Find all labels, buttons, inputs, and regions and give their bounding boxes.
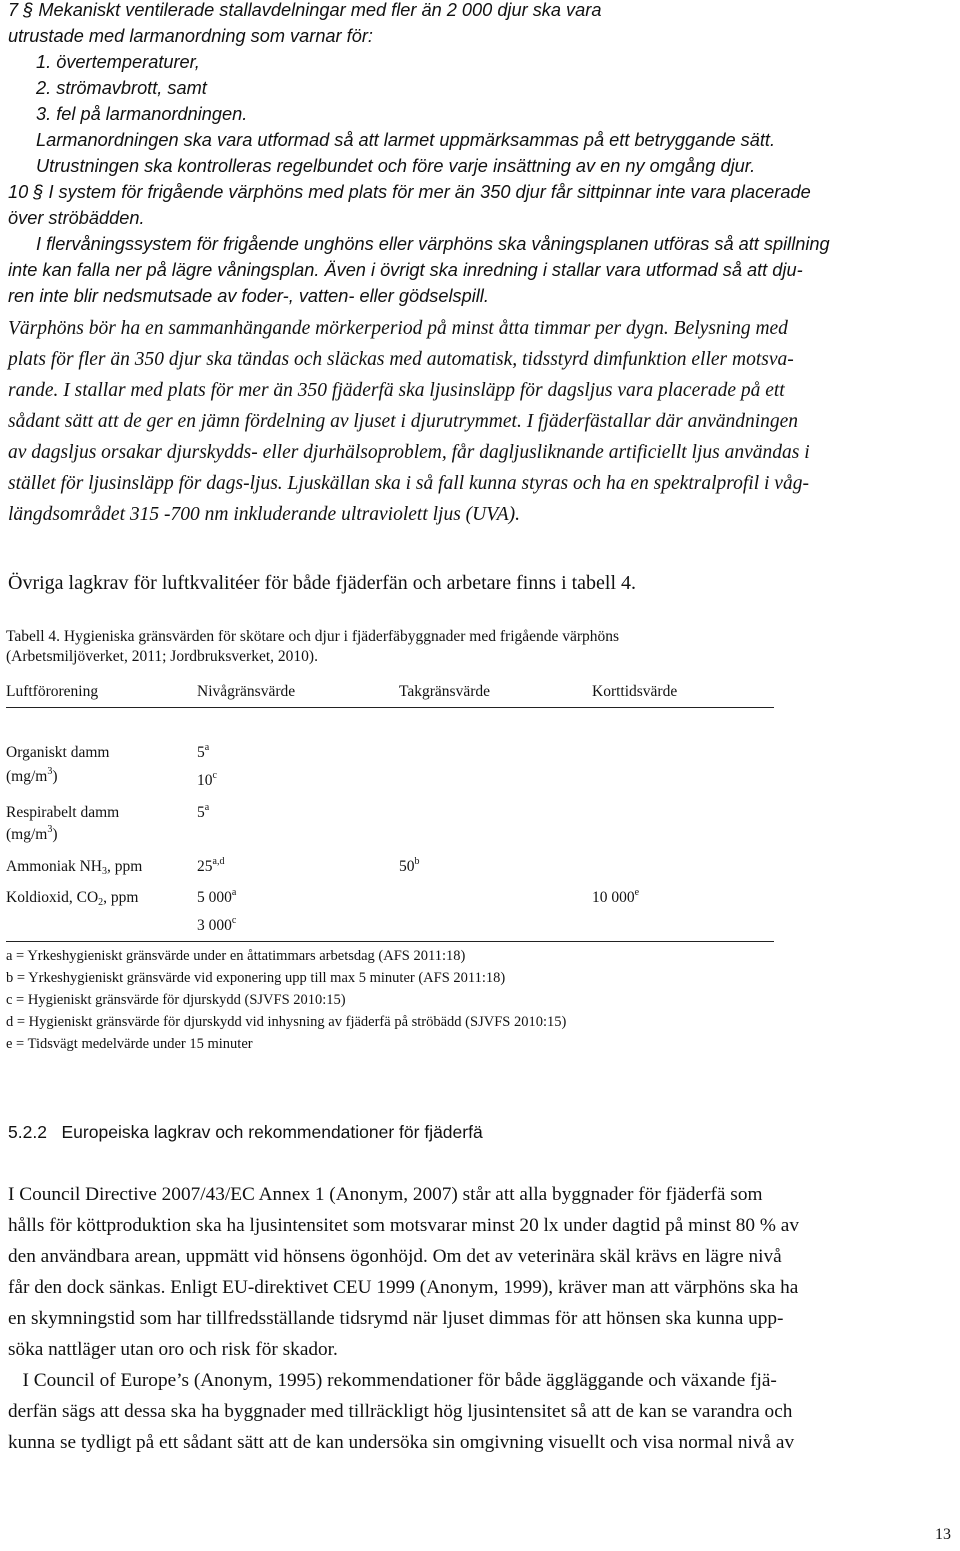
table-caption-line: (Arbetsmiljöverket, 2011; Jordbruksverket, 2010). bbox=[6, 648, 318, 665]
header-takgransvarde: Takgränsvärde bbox=[399, 683, 491, 700]
table-caption-line: Tabell 4. Hygieniska gränsvärden för skötare och djur i fjäderfäbyggnader med frigående värphöns bbox=[6, 628, 620, 645]
table-caption bbox=[6, 628, 619, 666]
paragraph-line: stället för ljusinsläpp för dags-ljus. Ljuskällan ska i så fall kunna styras och ha en spektralprofil i våg- bbox=[8, 473, 809, 494]
body-line: den användbara arean, uppmätt vid hönsens ögonhöjd. Om det av veterinära skäl krävs en lägre nivå bbox=[8, 1246, 782, 1267]
regulation-line: I flervåningssystem för frigående unghöns eller värphöns ska våningsplanen utföras så att spillning bbox=[36, 234, 830, 254]
cell-niva: 5 000$^a$ bbox=[197, 887, 237, 906]
paragraph-line: rande. I stallar med plats för mer än 350 fjäderfä ska ljusinsläpp för dagsljus vara placerade på ett bbox=[8, 380, 785, 401]
table-header-rule bbox=[6, 707, 774, 708]
table-row bbox=[6, 744, 776, 804]
row-label-unit: $(mg/m^3)$ bbox=[6, 766, 58, 785]
regulation-line: 10 § I system för frigående värphöns med plats för mer än 350 djur får sittpinnar inte vara placerade bbox=[8, 182, 811, 202]
table-row bbox=[6, 858, 776, 882]
regulation-line: 7 § Mekaniskt ventilerade stallavdelningar med fler än 2 000 djur ska vara bbox=[8, 0, 602, 20]
regulation-line: utrustade med larmanordning som varnar för: bbox=[8, 26, 373, 46]
regulation-line: över ströbädden. bbox=[8, 208, 145, 228]
body-line: får den dock sänkas. Enligt EU-direktivet CEU 1999 (Anonym, 1999), kräver man att värphöns ska ha bbox=[8, 1277, 799, 1298]
body-line: söka nattläger utan oro och risk för skador. bbox=[8, 1339, 338, 1360]
header-korttidsvarde: Korttidsvärde bbox=[592, 683, 678, 700]
table-bottom-rule bbox=[6, 941, 774, 942]
body-line: I Council of Europe’s (Anonym, 1995) rekommendationer för både äggläggande och växande fjä- bbox=[8, 1370, 777, 1391]
regulation-line: inte kan falla ner på lägre våningsplan. Även i övrigt ska inredning i stallar vara utformad så att dju- bbox=[8, 260, 803, 280]
row-label: Respirabelt damm bbox=[6, 804, 120, 821]
recommendation-paragraph bbox=[8, 318, 810, 535]
cell-niva: 3 000$^c$ bbox=[197, 915, 237, 934]
row-label: Koldioxid, $CO_2$, ppm bbox=[6, 889, 139, 908]
table-row bbox=[6, 804, 776, 854]
body-line: en skymningstid som har tillfredsställande tidsrymd när ljuset dimmas för att hönsen ska kunna upp- bbox=[8, 1308, 784, 1329]
regulation-text-block bbox=[8, 0, 958, 309]
table-intro-sentence: Övriga lagkrav för luftkvalitéer för både fjäderfän och arbetare finns i tabell 4. bbox=[8, 572, 637, 594]
regulation-line: Utrustningen ska kontrolleras regelbundet och före varje insättning av en ny omgång djur. bbox=[36, 156, 756, 176]
table-header-row bbox=[6, 683, 776, 707]
paragraph-line: sådant sätt att de ger en jämn fördelning av ljuset i djurutrymmet. I fjäderfästallar där användningen bbox=[8, 411, 799, 432]
table-footnotes bbox=[6, 945, 566, 1055]
cell-niva: 10$^c$ bbox=[197, 770, 217, 789]
regulation-line: 3. fel på larmanordningen. bbox=[36, 104, 248, 124]
header-nivagransvarde: Nivågränsvärde bbox=[197, 683, 296, 700]
row-label: Organiskt damm bbox=[6, 744, 110, 761]
row-label: Ammoniak $NH_3$, ppm bbox=[6, 858, 143, 877]
footnote: d = Hygieniskt gränsvärde för djurskydd vid inhysning av fjäderfä på ströbädd (SJVFS 2010:15) bbox=[6, 1014, 567, 1030]
footnote: b = Yrkeshygieniskt gränsvärde vid exponering upp till max 5 minuter (AFS 2011:18) bbox=[6, 970, 506, 986]
body-paragraphs bbox=[8, 1179, 799, 1458]
cell-niva: 25$^{a,d}$ bbox=[197, 856, 225, 875]
paragraph-line: längdsområdet 315 -700 nm inkluderande ultraviolett ljus (UVA). bbox=[8, 504, 520, 525]
footnote: a = Yrkeshygieniskt gränsvärde under en åttatimmars arbetsdag (AFS 2011:18) bbox=[6, 948, 466, 964]
paragraph-line: av dagsljus orsakar djurskydds- eller djurhälsoproblem, får dagljusliknande artificiellt ljus användas i bbox=[8, 442, 810, 463]
cell-kort: 10 000e bbox=[592, 887, 640, 906]
cell-niva: 5$^a$ bbox=[197, 742, 210, 761]
section-heading: 5.2.2 Europeiska lagkrav och rekommendationer för fjäderfä bbox=[8, 1122, 483, 1142]
footnote: e = Tidsvägt medelvärde under 15 minuter bbox=[6, 1036, 253, 1052]
cell-tak: 50$^b$ bbox=[399, 856, 420, 875]
row-label-unit: $(mg/m^3)$ bbox=[6, 824, 58, 843]
body-line: kunna se tydligt på ett sådant sätt att de kan undersöka sin omgivning visuellt och visa normal nivå av bbox=[8, 1432, 795, 1453]
body-line: hålls för köttproduktion ska ha ljusintensitet som motsvarar minst 20 lx under dagtid på minst 80 % av bbox=[8, 1215, 799, 1236]
regulation-line: 2. strömavbrott, samt bbox=[36, 78, 207, 98]
cell-niva: 5$^a$ bbox=[197, 802, 210, 821]
regulation-line: Larmanordningen ska vara utformad så att larmet uppmärksammas på ett betryggande sätt. bbox=[36, 130, 775, 150]
regulation-line: 1. övertemperaturer, bbox=[36, 52, 200, 72]
page-number: 13 bbox=[935, 1526, 951, 1543]
table-row bbox=[6, 889, 776, 939]
footnote: c = Hygieniskt gränsvärde för djurskydd (SJVFS 2010:15) bbox=[6, 992, 346, 1008]
regulation-line: ren inte blir nedsmutsade av foder-, vatten- eller gödselspill. bbox=[8, 286, 489, 306]
paragraph-line: plats för fler än 350 djur ska tändas och släckas med automatisk, tidsstyrd dimfunktion eller motsva- bbox=[8, 349, 794, 370]
body-line: I Council Directive 2007/43/EC Annex 1 (Anonym, 2007) står att alla byggnader för fjäderfä som bbox=[8, 1184, 763, 1205]
body-line: derfän sägs att dessa ska ha byggnader med tillräckligt hög ljusintensitet så att de kan se varandra och bbox=[8, 1401, 793, 1422]
paragraph-line: Värphöns bör ha en sammanhängande mörkerperiod på minst åtta timmar per dygn. Belysning med bbox=[8, 318, 788, 339]
header-luftfororening: Luftförorening bbox=[6, 683, 99, 700]
